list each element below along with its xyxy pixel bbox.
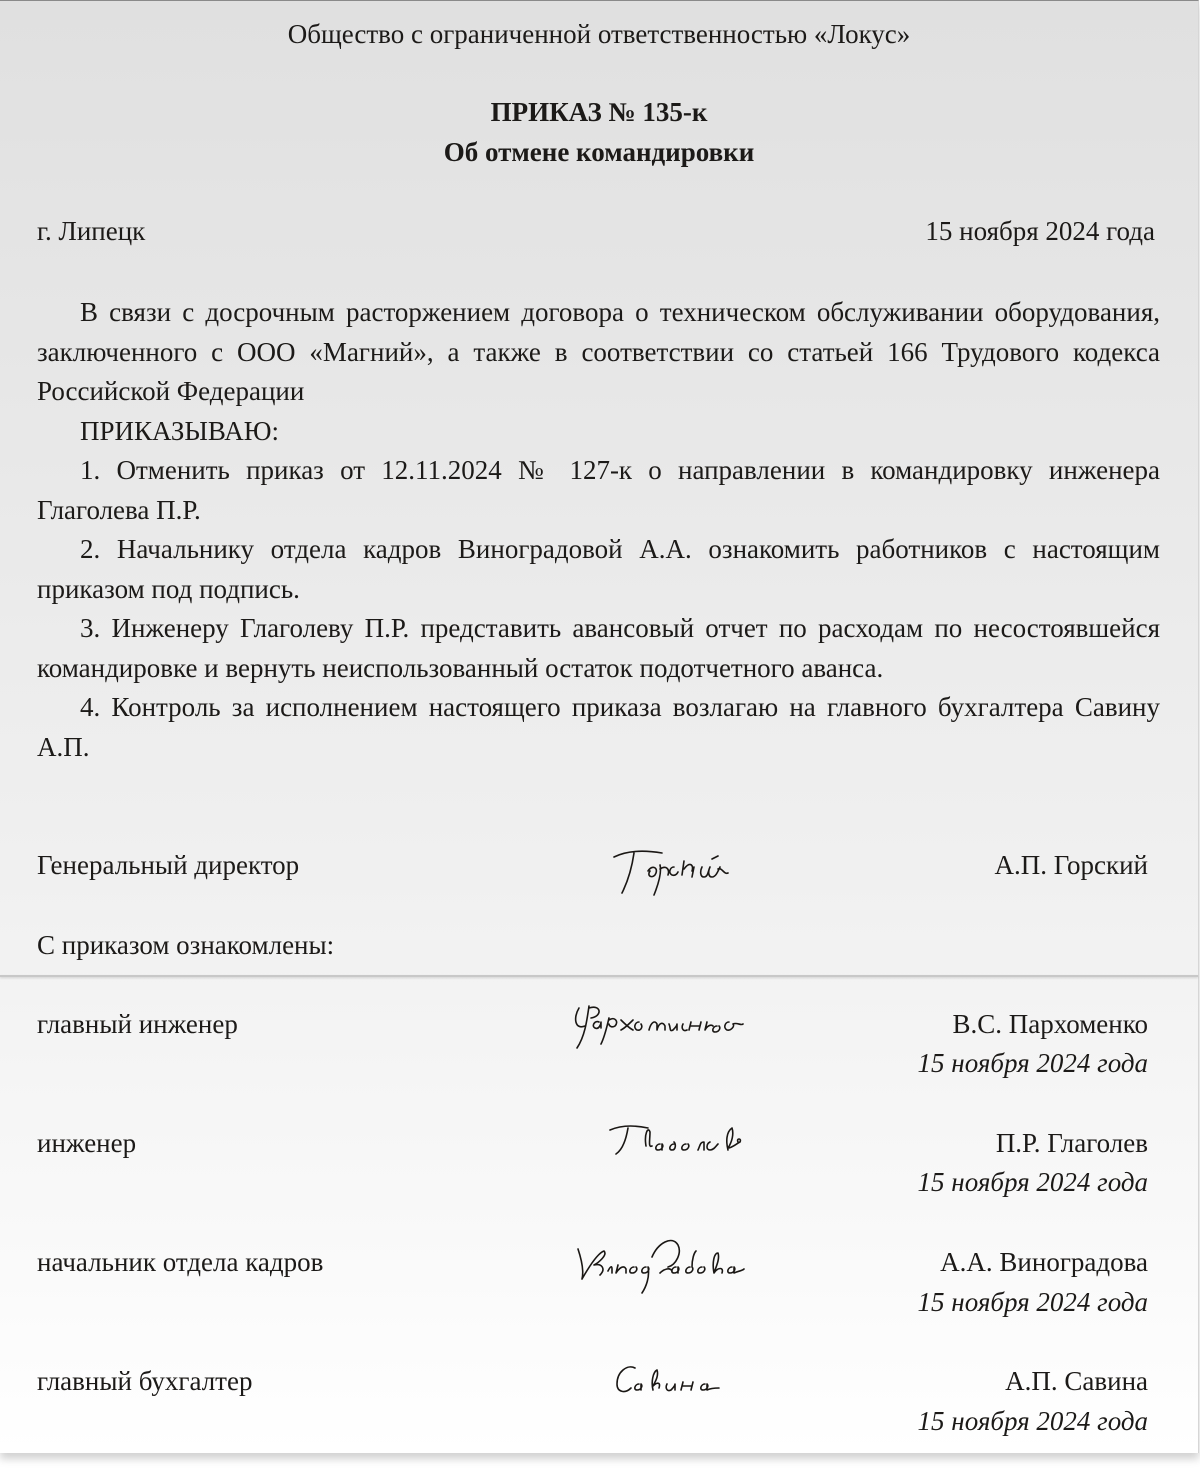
signature-savina [605, 1356, 755, 1406]
signature-glagolev [598, 1116, 778, 1166]
signature-vinogradova [568, 1231, 798, 1301]
director-position: Генеральный директор [37, 850, 300, 880]
acquainted-position: главный инженер [37, 1009, 238, 1039]
order-body [37, 293, 1160, 767]
acquainted-date: 15 ноября 2024 года [917, 1048, 1148, 1078]
order-title: ПРИКАЗ № 135-к [490, 97, 708, 127]
order-word: ПРИКАЗЫВАЮ: [80, 415, 279, 446]
order-item: 1. Отменить приказ от 12.11.2024 № 127-к о направлении в командировку инженера Глаголева П.Р. [37, 455, 1160, 525]
page-fold [0, 975, 1198, 977]
acquainted-position: главный бухгалтер [37, 1366, 253, 1396]
director-signature [600, 841, 760, 901]
order-date: 15 ноября 2024 года [925, 216, 1155, 246]
acquainted-heading: С приказом ознакомлены: [37, 930, 335, 960]
acquainted-position: начальник отдела кадров [37, 1247, 324, 1277]
acquainted-position: инженер [37, 1128, 137, 1158]
director-name: А.П. Горский [994, 850, 1148, 880]
acquainted-name: П.Р. Глаголев [995, 1128, 1148, 1158]
acquainted-date: 15 ноября 2024 года [917, 1167, 1148, 1197]
acquainted-name: А.П. Савина [1005, 1366, 1148, 1396]
acquainted-date: 15 ноября 2024 года [917, 1287, 1148, 1317]
order-item: 4. Контроль за исполнением настоящего приказа возлагаю на главного бухгалтера Савину А.П. [37, 692, 1160, 762]
order-item: 3. Инженеру Глаголеву П.Р. представить авансовый отчет по расходам по несостоявшейся командировке и вернуть неиспользованный остаток подотчетного аванса. [37, 613, 1160, 683]
signature-parkhomenko [565, 996, 795, 1056]
acquainted-name: В.С. Пархоменко [952, 1009, 1148, 1039]
acquainted-name: А.А. Виноградова [940, 1247, 1148, 1277]
order-item: 2. Начальнику отдела кадров Виноградовой А.А. ознакомить работников с настоящим приказом под подпись. [37, 534, 1160, 604]
organization-name: Общество с ограниченной ответственностью «Локус» [287, 19, 911, 49]
preamble: В связи с досрочным расторжением договора о техническом обслуживании оборудования, заключенного с ООО «Магний», а также в соответствии со статьей 166 Трудового кодекса Российской Федерации [37, 297, 1160, 406]
order-subject: Об отмене командировки [443, 137, 755, 167]
acquainted-date: 15 ноября 2024 года [917, 1406, 1148, 1436]
city: г. Липецк [37, 216, 146, 246]
